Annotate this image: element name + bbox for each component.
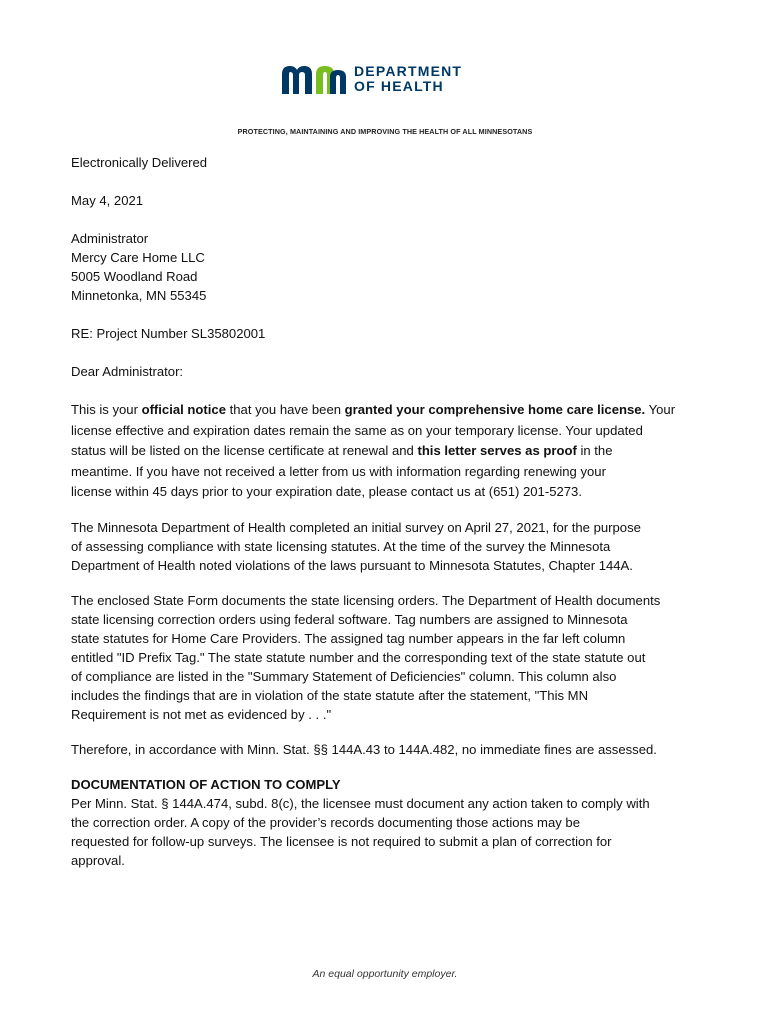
text-line: approval. — [71, 852, 125, 868]
salutation: Dear Administrator: — [71, 364, 184, 379]
text-run: status will be listed on the license certificate at renewal and — [71, 443, 418, 458]
reference-line: RE: Project Number SL35802001 — [71, 326, 266, 341]
logo-line2: OF HEALTH — [354, 78, 444, 94]
recipient-address — [71, 229, 703, 305]
paragraph-documentation — [71, 794, 703, 870]
text-line: Department of Health noted violations of the laws pursuant to Minnesota Statutes, Chapter 144A. — [71, 557, 633, 573]
text-line: of compliance are listed in the "Summary Statement of Deficiencies" column. This column also — [71, 668, 617, 684]
text-line: of assessing compliance with state licensing statutes. At the time of the survey the Minnesota — [71, 538, 611, 554]
mn-logo-icon — [280, 64, 348, 94]
footer-equal-opportunity: An equal opportunity employer. — [312, 968, 458, 980]
section-heading — [71, 775, 703, 794]
text-line: The enclosed State Form documents the state licensing orders. The Department of Health documents — [71, 592, 661, 608]
text-line: the correction order. A copy of the provider’s records documenting those actions may be — [71, 814, 580, 830]
tagline: PROTECTING, MAINTAINING AND IMPROVING THE HEALTH OF ALL MINNESOTANS — [237, 127, 533, 136]
paragraph-survey — [71, 518, 703, 575]
delivery-method: Electronically Delivered — [71, 155, 208, 170]
paragraph-fines: Therefore, in accordance with Minn. Stat. §§ 144A.43 to 144A.482, no immediate fines are assessed. — [71, 741, 657, 757]
paragraph-state-form — [71, 591, 703, 724]
text-line: license within 45 days prior to your expiration date, please contact us at (651) 201-5273. — [71, 484, 582, 499]
text-line: The Minnesota Department of Health completed an initial survey on April 27, 2021, for the purpose — [71, 519, 641, 535]
address-line: Minnetonka, MN 55345 — [71, 288, 207, 303]
bold-text: official notice — [141, 402, 226, 417]
letter-date: May 4, 2021 — [71, 193, 144, 208]
mdh-logo — [280, 62, 462, 96]
text-run: that you have been — [225, 402, 345, 417]
address-line: 5005 Woodland Road — [71, 269, 198, 284]
text-line: license effective and expiration dates remain the same as on your temporary license. Your updated — [71, 422, 643, 438]
text-line: entitled "ID Prefix Tag." The state statute number and the corresponding text of the state statute out — [71, 649, 646, 665]
text-line: meantime. If you have not received a letter from us with information regarding renewing your — [71, 463, 606, 479]
text-line: Per Minn. Stat. § 144A.474, subd. 8(c), the licensee must document any action taken to comply with — [71, 795, 650, 811]
text-line: Requirement is not met as evidenced by . . ." — [71, 706, 332, 722]
paragraph-license-notice — [71, 400, 703, 503]
section-heading-text: DOCUMENTATION OF ACTION TO COMPLY — [71, 776, 341, 792]
text-run: in the — [576, 443, 613, 458]
text-line: state statutes for Home Care Providers. The assigned tag number appears in the far left column — [71, 630, 626, 646]
text-run: This is your — [71, 402, 142, 417]
logo-wordmark — [354, 64, 462, 94]
bold-text: this letter serves as proof — [417, 443, 577, 458]
logo-line1: DEPARTMENT — [354, 63, 463, 79]
bold-text: granted your comprehensive home care license. — [344, 402, 646, 417]
address-line: Mercy Care Home LLC — [71, 250, 205, 265]
text-line: includes the findings that are in violation of the state statute after the statement, "This MN — [71, 687, 589, 703]
text-run: Your — [645, 402, 676, 417]
letter-body — [71, 153, 703, 870]
text-line: requested for follow-up surveys. The licensee is not required to submit a plan of correction for — [71, 833, 612, 849]
text-line: state licensing correction orders using federal software. Tag numbers are assigned to Minnesota — [71, 611, 628, 627]
address-line: Administrator — [71, 231, 149, 246]
